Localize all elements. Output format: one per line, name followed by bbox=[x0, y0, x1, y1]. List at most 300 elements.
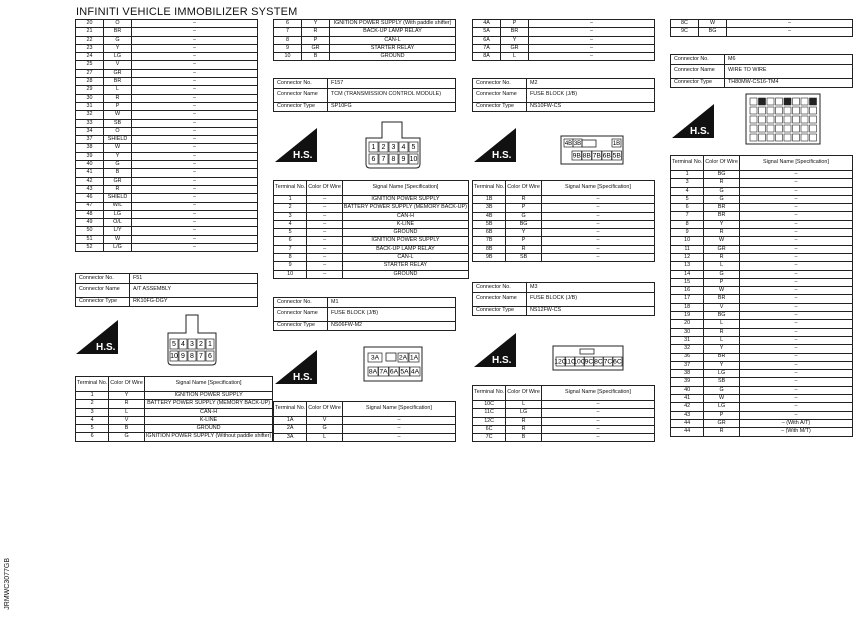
terminal-cell: 41 bbox=[76, 169, 104, 177]
signal-cell: – bbox=[739, 171, 852, 179]
wire-color-cell: R bbox=[104, 94, 132, 102]
pin-cell bbox=[784, 134, 791, 141]
table-row bbox=[76, 102, 258, 110]
hs-icon bbox=[672, 104, 714, 138]
terminal-cell: 47 bbox=[76, 202, 104, 210]
terminal-cell: 9C bbox=[671, 28, 699, 36]
table-row bbox=[274, 220, 469, 228]
signal-cell: – bbox=[132, 69, 258, 77]
table-row bbox=[473, 401, 655, 409]
signal-cell: – bbox=[739, 212, 852, 220]
terminal-cell: 1 bbox=[671, 171, 704, 179]
wire-color-cell: V bbox=[104, 61, 132, 69]
wire-color-cell: O/L bbox=[104, 219, 132, 227]
terminal-cell: 5 bbox=[671, 195, 704, 203]
terminal-table-m6: Terminal No. Color Of Wire Signal Name [Specification] 1 BG – 3 R – 4 G – 5 G – 6 BR – 7 BR – 8 Y – 9 R – 10 W – 11 GR – 12 R – 13 L – 14 G – 15 P – 16 W – 17 BR – 18 V – 19 BG – 20 L – 30 R – 31 L – 32 Y – 36 BR – 37 Y – 38 LG – 39 SB – 40 G – 41 W – 42 LG – 43 P – 44 GR – (With A/T) 44 R – (With M/T) bbox=[670, 155, 853, 437]
table-row bbox=[76, 136, 258, 144]
pin-label: 2 bbox=[199, 341, 203, 349]
signal-cell: BACK-UP LAMP RELAY bbox=[342, 245, 468, 253]
wire-color-cell: SHIELD bbox=[104, 194, 132, 202]
wire-color-cell: B bbox=[302, 53, 330, 61]
terminal-cell: 34 bbox=[76, 127, 104, 135]
pin-label: 8B bbox=[582, 152, 591, 160]
connector-m6-diagram bbox=[742, 90, 824, 148]
pin-label: 3 bbox=[190, 341, 194, 349]
pin-cell bbox=[767, 107, 774, 114]
table-row bbox=[76, 161, 258, 169]
terminal-cell: 32 bbox=[671, 345, 704, 353]
wire-color-cell: R bbox=[704, 253, 740, 261]
pin-label: 8A bbox=[368, 368, 378, 376]
table-row bbox=[473, 204, 655, 212]
wire-color-cell: BR bbox=[704, 204, 740, 212]
terminal-cell: 44 bbox=[671, 419, 704, 427]
wire-color-cell: G bbox=[704, 386, 740, 394]
figure-code: JRMWC3077GB bbox=[4, 558, 11, 610]
table-row bbox=[671, 278, 853, 286]
terminal-table-m2: Terminal No. Color Of Wire Signal Name [Specification] 1B R – 3B P – 4B G – 5B BG – 6B Y – 7B P – 8B R – 9B SB – bbox=[472, 180, 655, 262]
pin-cell bbox=[767, 134, 774, 141]
table-row bbox=[671, 395, 853, 403]
signal-cell: – bbox=[541, 417, 654, 425]
pin-label: 6 bbox=[371, 156, 376, 164]
signal-cell: – bbox=[132, 78, 258, 86]
terminal-cell: 50 bbox=[76, 227, 104, 235]
hs-icon bbox=[474, 333, 516, 367]
signal-cell: – bbox=[132, 53, 258, 61]
pin-cell bbox=[759, 134, 766, 141]
table-row bbox=[473, 229, 655, 237]
pin-label: 8C bbox=[594, 358, 603, 366]
table-row bbox=[473, 434, 655, 442]
pin-cell bbox=[793, 134, 800, 141]
table-row bbox=[473, 254, 655, 262]
signal-cell: CAN-L bbox=[330, 36, 456, 44]
signal-cell: – bbox=[132, 244, 258, 252]
signal-cell: – bbox=[132, 177, 258, 185]
terminal-cell: 8B bbox=[473, 245, 506, 253]
wire-color-cell: GR bbox=[104, 177, 132, 185]
wire-color-cell: GR bbox=[302, 44, 330, 52]
signal-cell: – bbox=[132, 202, 258, 210]
signal-cell: – bbox=[132, 94, 258, 102]
table-row bbox=[274, 425, 456, 433]
terminal-cell: 4 bbox=[671, 187, 704, 195]
signal-cell: – bbox=[739, 253, 852, 261]
signal-cell: STARTER RELAY bbox=[330, 44, 456, 52]
terminal-cell: 2 bbox=[76, 400, 109, 408]
wire-color-cell: P bbox=[501, 20, 529, 28]
terminal-cell: 52 bbox=[76, 244, 104, 252]
svg-text:H.S.: H.S. bbox=[96, 342, 116, 353]
table-row bbox=[76, 61, 258, 69]
m6-table-wrap bbox=[670, 155, 853, 437]
wire-color-cell: Y bbox=[501, 36, 529, 44]
table-row bbox=[274, 204, 469, 212]
wire-color-cell: B bbox=[506, 434, 542, 442]
signal-cell: – bbox=[132, 119, 258, 127]
table-row bbox=[473, 409, 655, 417]
pin-cell bbox=[759, 107, 766, 114]
wire-color-cell: Y bbox=[704, 345, 740, 353]
table-row bbox=[76, 210, 258, 218]
signal-cell: – bbox=[727, 20, 853, 28]
wire-color-cell: R bbox=[704, 179, 740, 187]
signal-cell: CAN-H bbox=[342, 212, 468, 220]
table-row bbox=[76, 433, 273, 441]
terminal-table-col3 bbox=[472, 19, 655, 61]
wire-color-cell: L bbox=[506, 401, 542, 409]
table-row bbox=[76, 227, 258, 235]
table-row bbox=[473, 245, 655, 253]
wire-color-cell: W bbox=[104, 235, 132, 243]
signal-cell: – bbox=[739, 237, 852, 245]
wire-color-cell: G bbox=[307, 425, 343, 433]
table-row bbox=[76, 235, 258, 243]
signal-cell: – bbox=[541, 196, 654, 204]
terminal-cell: 21 bbox=[76, 28, 104, 36]
terminal-cell: 8 bbox=[671, 220, 704, 228]
pin-label: 2 bbox=[381, 144, 386, 152]
terminal-cell: 7 bbox=[274, 28, 302, 36]
signal-cell: – bbox=[529, 36, 655, 44]
signal-cell: CAN-H bbox=[144, 408, 272, 416]
table-row bbox=[274, 53, 456, 61]
signal-cell: – bbox=[739, 353, 852, 361]
wire-color-cell: W bbox=[704, 237, 740, 245]
terminal-cell: 9 bbox=[671, 229, 704, 237]
pin-label: 9C bbox=[584, 358, 594, 366]
signal-cell: – bbox=[739, 303, 852, 311]
table-row bbox=[473, 425, 655, 433]
signal-cell: – bbox=[132, 36, 258, 44]
wire-color-cell: BG bbox=[506, 220, 542, 228]
table-row bbox=[76, 86, 258, 94]
wire-color-cell: B bbox=[104, 169, 132, 177]
terminal-cell: 3 bbox=[76, 408, 109, 416]
signal-cell: – bbox=[132, 161, 258, 169]
wire-color-cell: Y bbox=[104, 44, 132, 52]
wire-color-cell: SHIELD bbox=[104, 136, 132, 144]
wire-color-cell: – bbox=[307, 270, 343, 278]
wire-color-cell: – bbox=[307, 196, 343, 204]
wire-color-cell: BR bbox=[501, 28, 529, 36]
signal-cell: – bbox=[132, 44, 258, 52]
svg-text:H.S.: H.S. bbox=[293, 372, 313, 383]
signal-cell: – bbox=[739, 336, 852, 344]
pin-cell bbox=[810, 107, 817, 114]
table-row bbox=[671, 345, 853, 353]
signal-cell: – bbox=[541, 425, 654, 433]
pin-cell bbox=[801, 107, 808, 114]
terminal-cell: 37 bbox=[76, 136, 104, 144]
m3-table-wrap bbox=[472, 385, 655, 442]
signal-cell: – bbox=[342, 425, 455, 433]
wire-color-cell: – bbox=[307, 212, 343, 220]
terminal-cell: 22 bbox=[76, 36, 104, 44]
signal-cell: K-LINE bbox=[144, 416, 272, 424]
wire-color-cell: L bbox=[704, 336, 740, 344]
wire-color-cell: G bbox=[704, 195, 740, 203]
wire-color-cell: GR bbox=[501, 44, 529, 52]
wire-color-cell: P bbox=[104, 102, 132, 110]
signal-cell: – bbox=[541, 245, 654, 253]
terminal-cell: 4 bbox=[76, 416, 109, 424]
wire-color-cell: G bbox=[104, 36, 132, 44]
table-row bbox=[274, 237, 469, 245]
signal-cell: – bbox=[132, 136, 258, 144]
wire-color-cell: G bbox=[506, 212, 542, 220]
pin-label: 7 bbox=[199, 353, 203, 361]
signal-cell: – bbox=[739, 386, 852, 394]
pin-cell bbox=[750, 98, 757, 105]
pin-label: 9B bbox=[572, 152, 581, 160]
terminal-cell: 1 bbox=[76, 392, 109, 400]
table-row bbox=[671, 287, 853, 295]
terminal-cell: 25 bbox=[76, 61, 104, 69]
table-row bbox=[473, 237, 655, 245]
pin-cell bbox=[759, 125, 766, 132]
terminal-cell: 39 bbox=[76, 152, 104, 160]
table-row bbox=[76, 69, 258, 77]
wire-color-cell: R bbox=[506, 196, 542, 204]
signal-cell: – bbox=[529, 20, 655, 28]
signal-cell: – bbox=[132, 127, 258, 135]
signal-cell: – bbox=[132, 86, 258, 94]
table-row bbox=[76, 400, 273, 408]
signal-cell: – bbox=[541, 204, 654, 212]
table-row bbox=[274, 212, 469, 220]
hs-icon bbox=[76, 320, 118, 354]
pin-label: 10C bbox=[573, 358, 586, 366]
terminal-cell: 2A bbox=[274, 425, 307, 433]
signal-cell: – bbox=[739, 245, 852, 253]
wire-color-cell: LG bbox=[506, 409, 542, 417]
signal-cell: – bbox=[739, 179, 852, 187]
table-row bbox=[76, 152, 258, 160]
pin-label: 1A bbox=[409, 354, 419, 362]
terminal-cell: 42 bbox=[671, 403, 704, 411]
terminal-cell: 5B bbox=[473, 220, 506, 228]
terminal-cell: 6 bbox=[274, 237, 307, 245]
pin-cell bbox=[801, 116, 808, 123]
table-row bbox=[76, 169, 258, 177]
terminal-cell: 5 bbox=[76, 425, 109, 433]
wire-color-cell: Y bbox=[104, 152, 132, 160]
signal-cell: – (With A/T) bbox=[739, 419, 852, 427]
signal-cell: – bbox=[132, 235, 258, 243]
pin-label: 3B bbox=[573, 140, 582, 147]
signal-cell: – bbox=[739, 229, 852, 237]
wire-color-cell: W bbox=[704, 395, 740, 403]
pin-label: 11C bbox=[564, 358, 576, 366]
wire-color-cell: R bbox=[704, 428, 740, 436]
signal-cell: – (With M/T) bbox=[739, 428, 852, 436]
pin-cell bbox=[750, 116, 757, 123]
table-row bbox=[76, 219, 258, 227]
page-title: INFINITI VEHICLE IMMOBILIZER SYSTEM bbox=[76, 6, 298, 18]
signal-cell: – bbox=[541, 401, 654, 409]
table-row bbox=[274, 417, 456, 425]
wire-color-cell: V bbox=[109, 416, 145, 424]
signal-cell: GROUND bbox=[342, 270, 468, 278]
pin-label: 1B bbox=[612, 140, 621, 147]
wire-color-cell: W bbox=[699, 20, 727, 28]
table-row bbox=[76, 127, 258, 135]
wire-color-cell: P bbox=[506, 204, 542, 212]
terminal-table-f157: Terminal No. Color Of Wire Signal Name [Specification] 1 – IGNITION POWER SUPPLY 2 – BATTERY POWER SUPPLY (MEMORY BACK-UP) 3 – CAN-H 4 – K-LINE 5 – GROUND 6 – IGNITION POWER SUPPLY 7 – BACK-UP LAMP RELAY 8 – CAN-L 9 – STARTER RELAY 10 – GROUND bbox=[273, 180, 469, 279]
pin-cell bbox=[776, 116, 783, 123]
wire-color-cell: GR bbox=[704, 245, 740, 253]
connector-info-m1: Connector No. M1 Connector Name FUSE BLOCK (J/B) Connector Type NS06FW-M2 bbox=[273, 297, 456, 331]
terminal-cell: 33 bbox=[76, 119, 104, 127]
terminal-cell: 30 bbox=[671, 328, 704, 336]
terminal-cell: 6C bbox=[473, 425, 506, 433]
table-row bbox=[473, 196, 655, 204]
terminal-cell: 7 bbox=[671, 212, 704, 220]
wire-color-cell: W/L bbox=[104, 202, 132, 210]
table-row bbox=[274, 44, 456, 52]
signal-cell: K-LINE bbox=[342, 220, 468, 228]
table-row bbox=[671, 229, 853, 237]
signal-cell: – bbox=[739, 328, 852, 336]
table-row bbox=[274, 36, 456, 44]
wire-color-cell: BR bbox=[104, 78, 132, 86]
table-row bbox=[671, 245, 853, 253]
wire-color-cell: L bbox=[104, 86, 132, 94]
table-row bbox=[76, 94, 258, 102]
terminal-cell: 18 bbox=[671, 303, 704, 311]
terminal-cell: 40 bbox=[671, 386, 704, 394]
terminal-cell: 3A bbox=[274, 433, 307, 441]
connector-info-m6: Connector No. M6 Connector Name WIRE TO WIRE Connector Type TH80MW-CS16-TM4 bbox=[670, 54, 853, 88]
wire-color-cell: LG bbox=[104, 210, 132, 218]
terminal-cell: 48 bbox=[76, 210, 104, 218]
pin-label: 2A bbox=[398, 354, 408, 362]
wire-color-cell: O bbox=[104, 20, 132, 28]
signal-cell: – bbox=[739, 270, 852, 278]
terminal-cell: 7 bbox=[274, 245, 307, 253]
wire-color-cell: BG bbox=[699, 28, 727, 36]
pin-cell bbox=[784, 98, 791, 105]
pin-label: 6B bbox=[602, 152, 611, 160]
wire-color-cell: Y bbox=[109, 392, 145, 400]
pin-label: 6 bbox=[208, 353, 212, 361]
pin-cell bbox=[784, 125, 791, 132]
terminal-cell: 3 bbox=[274, 212, 307, 220]
svg-text:H.S.: H.S. bbox=[492, 355, 512, 366]
table-row bbox=[671, 28, 853, 36]
table-row bbox=[671, 320, 853, 328]
pin-label: 8 bbox=[190, 353, 194, 361]
terminal-cell: 15 bbox=[671, 278, 704, 286]
terminal-cell: 9 bbox=[274, 262, 307, 270]
pin-cell bbox=[801, 134, 808, 141]
connector-m3-diagram bbox=[550, 343, 626, 373]
signal-cell: – bbox=[739, 204, 852, 212]
signal-cell: – bbox=[132, 111, 258, 119]
signal-cell: – bbox=[739, 345, 852, 353]
wire-color-cell: L bbox=[109, 408, 145, 416]
wire-color-cell: O bbox=[104, 127, 132, 135]
signal-cell: BATTERY POWER SUPPLY (MEMORY BACK-UP) bbox=[144, 400, 272, 408]
wire-color-cell: R bbox=[506, 417, 542, 425]
m2-table-wrap bbox=[472, 180, 655, 262]
pin-cell bbox=[750, 107, 757, 114]
table-row bbox=[274, 20, 456, 28]
pin-cell bbox=[759, 116, 766, 123]
signal-cell: – bbox=[739, 220, 852, 228]
table-row bbox=[671, 187, 853, 195]
pin-cell bbox=[810, 125, 817, 132]
pin-cell bbox=[793, 116, 800, 123]
terminal-cell: 16 bbox=[671, 287, 704, 295]
terminal-cell: 37 bbox=[671, 361, 704, 369]
terminal-cell: 6 bbox=[671, 204, 704, 212]
wire-color-cell: – bbox=[307, 245, 343, 253]
table-row bbox=[76, 78, 258, 86]
terminal-table-m3: Terminal No. Color Of Wire Signal Name [Specification] 10C L – 11C LG – 12C R – 6C R – 7C B – bbox=[472, 385, 655, 442]
signal-cell: GROUND bbox=[330, 53, 456, 61]
pin-cell bbox=[750, 125, 757, 132]
wire-color-cell: – bbox=[307, 229, 343, 237]
wire-color-cell: Y bbox=[506, 229, 542, 237]
table-row bbox=[76, 28, 258, 36]
table-row bbox=[671, 262, 853, 270]
signal-cell: – bbox=[739, 403, 852, 411]
terminal-table-col4 bbox=[670, 19, 853, 37]
terminal-cell: 41 bbox=[671, 395, 704, 403]
pin-label: 1 bbox=[371, 144, 376, 152]
pin-label: 6C bbox=[613, 358, 622, 366]
table-row bbox=[671, 403, 853, 411]
terminal-cell: 6A bbox=[473, 36, 501, 44]
signal-cell: – bbox=[132, 194, 258, 202]
f51-table-wrap bbox=[75, 376, 273, 442]
wire-color-cell: BG bbox=[704, 171, 740, 179]
terminal-cell: 42 bbox=[76, 177, 104, 185]
wire-color-cell: G bbox=[104, 161, 132, 169]
terminal-cell: 4A bbox=[473, 20, 501, 28]
terminal-cell: 13 bbox=[671, 262, 704, 270]
connector-info-m2: Connector No. M2 Connector Name FUSE BLOCK (J/B) Connector Type NS10FW-CS bbox=[472, 78, 655, 112]
pin-label: 7B bbox=[592, 152, 601, 160]
pin-label: 8 bbox=[391, 156, 396, 164]
terminal-cell: 23 bbox=[76, 44, 104, 52]
table-row bbox=[76, 244, 258, 252]
signal-cell: IGNITION POWER SUPPLY (Without paddle shifter) bbox=[145, 433, 272, 440]
terminal-cell: 10 bbox=[274, 270, 307, 278]
terminal-cell: 51 bbox=[76, 235, 104, 243]
terminal-cell: 5A bbox=[473, 28, 501, 36]
table-row bbox=[671, 353, 853, 361]
pin-cell bbox=[801, 98, 808, 105]
pin-cell bbox=[793, 98, 800, 105]
terminal-cell: 3B bbox=[473, 204, 506, 212]
table-row bbox=[671, 253, 853, 261]
signal-cell: – bbox=[739, 278, 852, 286]
table-row bbox=[671, 171, 853, 179]
signal-cell: – bbox=[739, 262, 852, 270]
pin-cell bbox=[776, 134, 783, 141]
wire-color-cell: P bbox=[704, 278, 740, 286]
table-row bbox=[274, 433, 456, 441]
terminal-cell: 43 bbox=[76, 185, 104, 193]
table-row bbox=[473, 36, 655, 44]
connector-m2-diagram bbox=[558, 133, 626, 167]
table-row bbox=[671, 303, 853, 311]
terminal-cell: 32 bbox=[76, 111, 104, 119]
